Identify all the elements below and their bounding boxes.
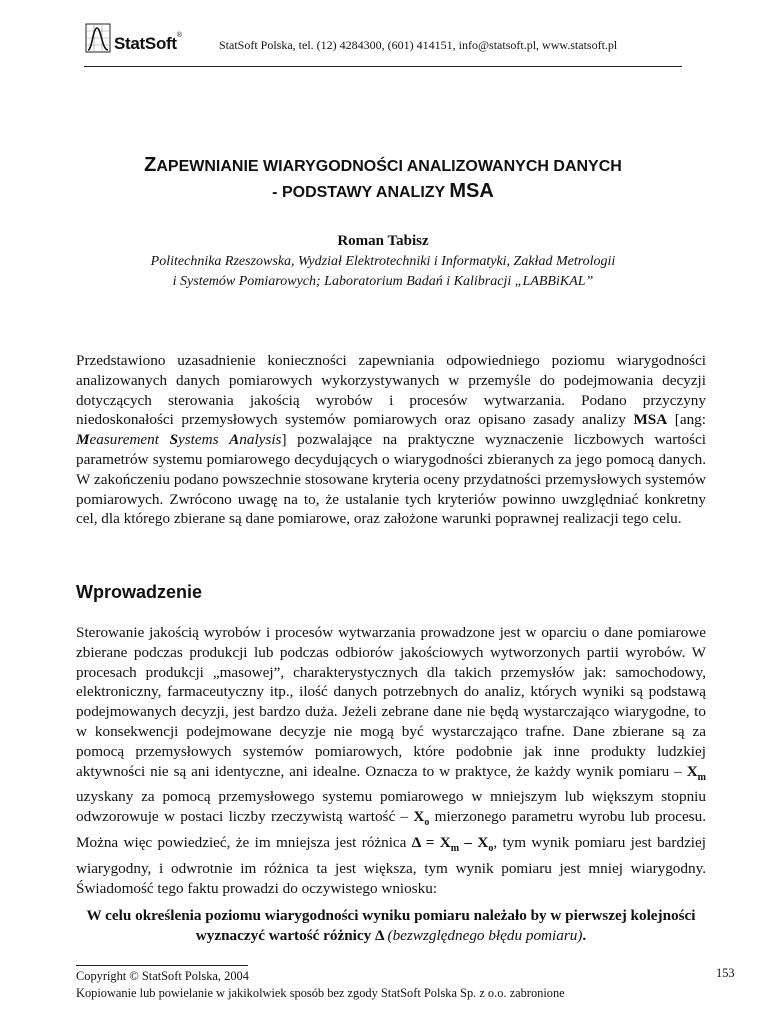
page-number: 153 (716, 966, 735, 980)
header-divider (84, 66, 682, 67)
abstract-paragraph: Przedstawiono uzasadnienie konieczności zapewniania odpowiedniego poziomu wiarygodności analizowanych danych pomiarowych wykorzystywanych w przemyśle do podejmowania decyzji dotyczących sterowania jakością wyrobów i procesów wytwarzania. Podano przyczyny niedoskonałości przemysłowych systemów pomiarowych oraz opisano zasady analizy MSA [ang: Measurement Systems Analysis] pozwalające na praktyczne wyznaczenie liczbowych wartości parametrów systemu pomiarowego decydujących o wiarygodności zbieranych za jego pomocą danych. W zakończeniu podano powszechnie stosowane kryteria oceny przydatności przemysłowych systemów pomiarowych. Zwrócono uwagę na to, że ustalanie tych kryteriów powinno uwzględniać konkretny cel, dla którego zbierane są dane pomiarowe, oraz założone warunki poprawnej realizacji tego celu. (76, 352, 706, 528)
statsoft-logo-icon (84, 22, 116, 58)
page-header (84, 22, 682, 68)
intro-paragraph: Sterowanie jakością wyrobów i procesów wytwarzania prowadzone jest w oparciu o dane pomiarowe zbierane podczas produkcji lub podczas odbiorów jakościowych wytworzonych partii wyrobów. W procesach produkcji „masowej”, charakterystycznych dla takich przemysłów jak: samochodowy, elektroniczny, farmaceutyczny itp., ilość danych potrzebnych do analiz, których wyniki są podstawą podejmowanych decyzji, jest bardzo duża. Jeżeli zebrane dane nie będą wystarczająco wiarygodne, to w konsekwencji podejmowane decyzje nie mogą być wystarczająco trafne. Dane zbierane są za pomocą przemysłowych systemów pomiarowych, które podobnie jak inne produkty ludzkiej aktywności nie są ani identyczne, ani idealne. Oznacza to w praktyce, że każdy wynik pomiaru – $X_m$ uzyskany za pomocą przemysłowego systemu pomiarowego w mniejszym lub większym stopniu odwzorowuje w postaci liczby rzeczywistą wartość – $X_o$ mierzonego parametru wyrobu lub procesu. Można więc powiedzieć, że im mniejsza jest różnica $\Delta = X_m - X_o$, tym wynik pomiaru jest bardziej wiarygodny, i odwrotnie im różnica ta jest większa, tym wynik pomiaru jest mniej wiarygodny. Świadomość tego faktu prowadzi do oczywistego wniosku: (76, 624, 706, 897)
author-name: Roman Tabisz (337, 233, 429, 249)
conclusion-statement: W celu określenia poziomu wiarygodności wyniku pomiaru należało by w pierwszej kolejności wyznaczyć wartość różnicy Δ (bezwzględnego błędu pomiaru). (86, 907, 696, 944)
section-heading: Wprowadzenie (76, 582, 203, 602)
statsoft-logo (84, 22, 214, 62)
copyright-text: Copyright © StatSoft Polska, 2004 (76, 969, 249, 983)
article-title: ZAPEWNIANIE WIARYGODNOŚCI ANALIZOWANYCH DANYCH - PODSTAWY ANALIZY MSA (144, 154, 622, 202)
author-affiliation: Politechnika Rzeszowska, Wydział Elektrotechniki i Informatyki, Zakład Metrologii i Systemów Pomiarowych; Laboratorium Badań i Kalibracji „LABBiKAL” (150, 254, 616, 289)
footer-divider (76, 965, 248, 966)
logo-wordmark: StatSoft® (114, 32, 182, 53)
page-footer (76, 968, 565, 1002)
copy-notice: Kopiowanie lub powielanie w jakikolwiek sposób bez zgody StatSoft Polska Sp. z o.o. zabronione (76, 986, 565, 1000)
contact-info: StatSoft Polska, tel. (12) 4284300, (601) 414151, info@statsoft.pl, www.statsoft.pl (219, 38, 618, 52)
